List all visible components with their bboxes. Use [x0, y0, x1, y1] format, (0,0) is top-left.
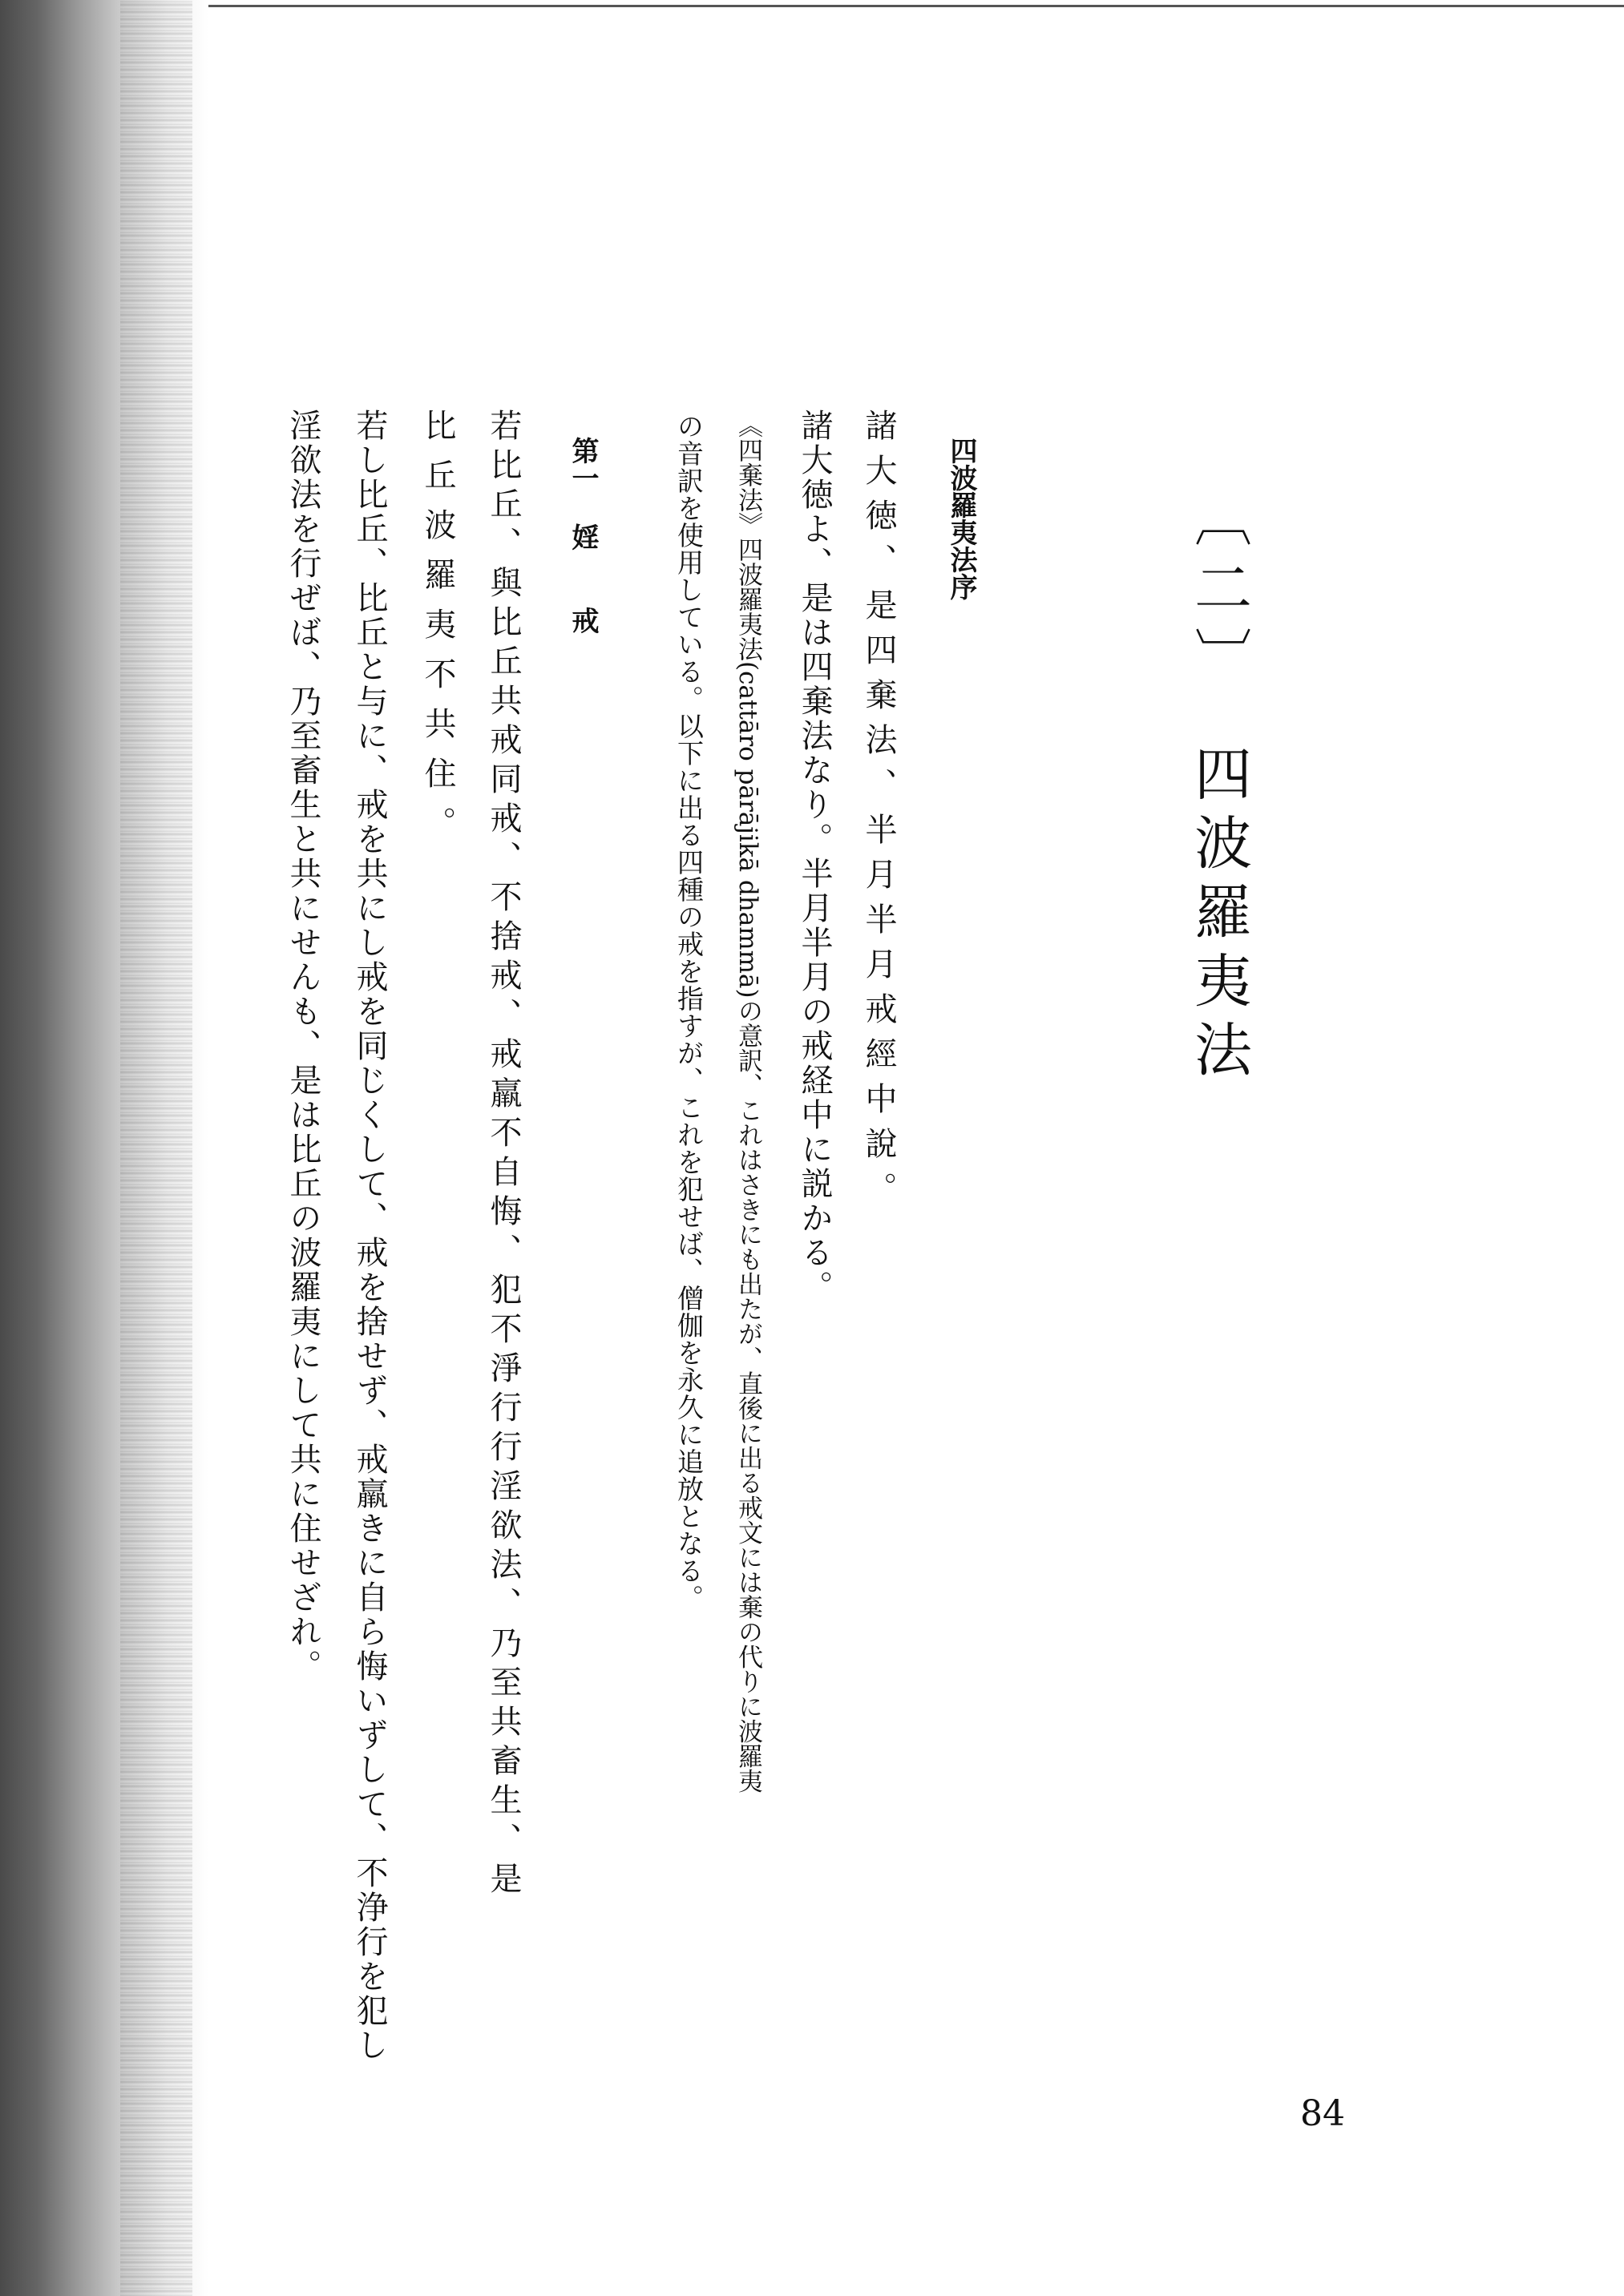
text-line-1: 諸大徳、是四棄法、半月半月戒經中說。 — [860, 409, 897, 1217]
chapter-number: 〔二〕 — [1185, 489, 1252, 696]
rule-suffix: 戒 — [567, 607, 599, 634]
rule-heading — [567, 437, 599, 634]
page-number: 84 — [1300, 2093, 1345, 2134]
section-heading: 四波羅夷法序 — [945, 437, 977, 600]
translation-line-1: 若し比丘、比丘と与に、戒を共にし戒を同じくして、戒を捨せず、戒羸きに自ら悔いずして、不浄行を犯し — [351, 409, 388, 2063]
binding-noise — [120, 0, 192, 2296]
rule-name: 婬 — [567, 523, 599, 551]
translation-line-2: 淫欲法を行ぜば、乃至畜生と共にせんも、是は比丘の波羅夷にして共に住せざれ。 — [285, 409, 321, 1684]
text-line-2: 諸大徳よ、是は四棄法なり。半月半月の戒経中に説かる。 — [796, 409, 833, 1305]
note-line-2: の音訳を使用している。以下に出る四種の戒を指すが、これを犯せば、僧伽を永久に追放となる。 — [673, 413, 705, 1612]
rule-line-2: 比丘波羅夷不共住。 — [419, 409, 456, 856]
chapter-title-text: 四波羅夷法 — [1185, 744, 1252, 1088]
rule-line-1: 若比丘、與比丘共戒同戒、不捨戒、戒羸不自悔、犯不淨行行淫欲法、乃至共畜生、是 — [485, 409, 522, 1901]
note-line-1: 《四棄法》四波羅夷法(cattāro pārājikā dhammā)の意訳、これはさきにも出たが、直後に出る戒文には棄の代りに波羅夷 — [733, 413, 762, 1794]
rule-number: 第一 — [567, 437, 599, 491]
top-rule — [208, 5, 1624, 7]
chapter-title — [1185, 489, 1252, 1088]
